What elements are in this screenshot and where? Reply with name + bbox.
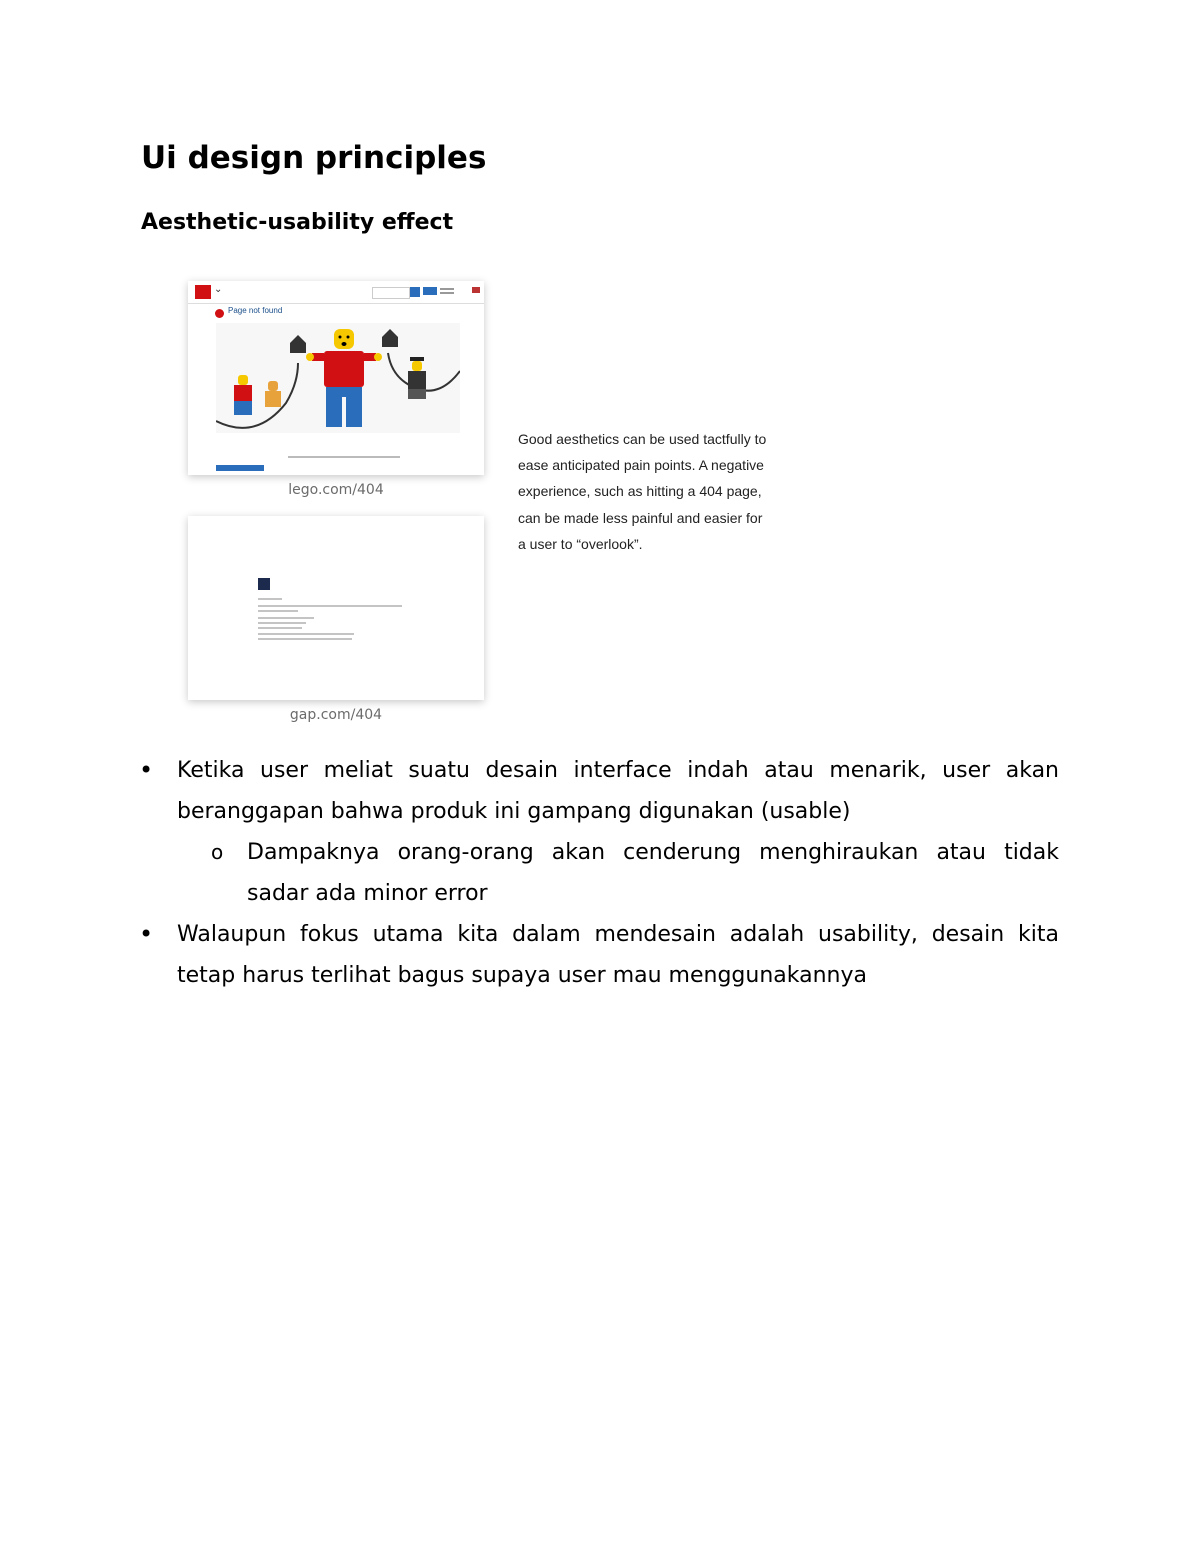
- lego-minifigure-illustration: [216, 323, 460, 433]
- gap-text-line: [258, 622, 306, 624]
- figure-side-note: Good aesthetics can be used tactfully to ease anticipated pain points. A negative experience, such as hitting a 404 page, can be made less painful and easier for a user to “overlook”.: [518, 431, 767, 552]
- lego-header-button: [423, 287, 437, 295]
- chevron-down-icon: ⌄: [214, 284, 223, 295]
- gap-text-line: [258, 638, 352, 640]
- list-item: • Ketika user meliat suatu desain interface indah atau menarik, user akan beranggapan bahwa produk ini gampang digunakan (usable): [141, 750, 1059, 832]
- lego-header-text: [440, 288, 454, 290]
- section-heading: Aesthetic-usability effect: [141, 210, 454, 235]
- lego-search-box: [372, 287, 410, 299]
- error-icon: [215, 309, 224, 318]
- search-icon: [410, 287, 420, 297]
- gap-text-line: [258, 598, 282, 600]
- gap-text-line: [258, 633, 354, 635]
- gap-404-screenshot: [188, 516, 484, 700]
- lego-header-text: [440, 292, 454, 294]
- lego-404-screenshot: [188, 281, 484, 475]
- lego-caption: lego.com/404: [288, 482, 384, 498]
- list-item: • Walaupun fokus utama kita dalam mendesain adalah usability, desain kita tetap harus terlihat bagus supaya user mau menggunakannya: [141, 914, 1059, 996]
- gap-text-line: [258, 605, 402, 607]
- lego-footer-text: [288, 456, 400, 458]
- gap-text-line: [258, 627, 302, 629]
- lego-cta-button: [216, 465, 264, 471]
- gap-text-line: [258, 617, 314, 619]
- page-title: Ui design principles: [141, 140, 487, 176]
- gap-logo: [258, 578, 270, 590]
- bullet-list: [141, 750, 1059, 996]
- flag-icon: [472, 287, 480, 293]
- lego-header-bar: [188, 281, 484, 304]
- gap-caption: gap.com/404: [289, 707, 383, 723]
- lego-page-heading: Page not found: [228, 306, 283, 315]
- sub-list-item: o Dampaknya orang-orang akan cenderung menghiraukan atau tidak sadar ada minor error: [141, 832, 1059, 914]
- lego-logo: [195, 285, 211, 299]
- gap-text-line: [258, 610, 298, 612]
